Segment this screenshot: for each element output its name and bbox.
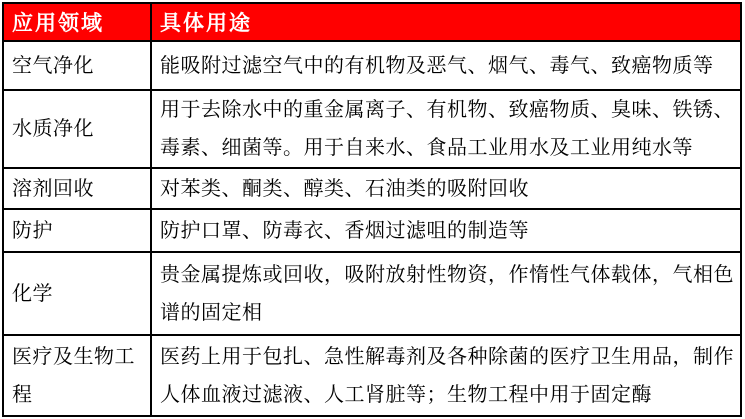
- header-cell-field: 应用领域: [3, 3, 151, 41]
- table-row: [3, 209, 741, 252]
- table-body: [3, 41, 741, 416]
- cell-usage-solvent-recovery: 对苯类、酮类、醇类、石油类的吸附回收: [151, 168, 741, 209]
- applications-table-container: [2, 2, 742, 417]
- table-row: [3, 252, 741, 335]
- cell-field-medical-bioengineering: 医疗及生物工程: [3, 335, 151, 416]
- table-header: [3, 3, 741, 41]
- cell-field-protection: 防护: [3, 209, 151, 252]
- cell-usage-chemistry: 贵金属提炼或回收，吸附放射性物资，作惰性气体载体，气相色谱的固定相: [151, 252, 741, 335]
- cell-usage-air-purification: 能吸附过滤空气中的有机物及恶气、烟气、毒气、致癌物质等: [151, 41, 741, 90]
- cell-field-air-purification: 空气净化: [3, 41, 151, 90]
- cell-usage-water-purification: 用于去除水中的重金属离子、有机物、致癌物质、臭味、铁锈、毒素、细菌等。用于自来水、食品工业用水及工业用纯水等: [151, 90, 741, 168]
- cell-usage-protection: 防护口罩、防毒衣、香烟过滤咀的制造等: [151, 209, 741, 252]
- cell-field-chemistry: 化学: [3, 252, 151, 335]
- header-row: [3, 3, 741, 41]
- header-cell-usage: 具体用途: [151, 3, 741, 41]
- table-row: [3, 90, 741, 168]
- table-row: [3, 41, 741, 90]
- cell-field-water-purification: 水质净化: [3, 90, 151, 168]
- table-row: [3, 168, 741, 209]
- cell-usage-medical-bioengineering: 医药上用于包扎、急性解毒剂及各种除菌的医疗卫生用品，制作人体血液过滤液、人工肾脏等；生物工程中用于固定酶: [151, 335, 741, 416]
- applications-table: [2, 2, 742, 417]
- cell-field-solvent-recovery: 溶剂回收: [3, 168, 151, 209]
- table-row: [3, 335, 741, 416]
